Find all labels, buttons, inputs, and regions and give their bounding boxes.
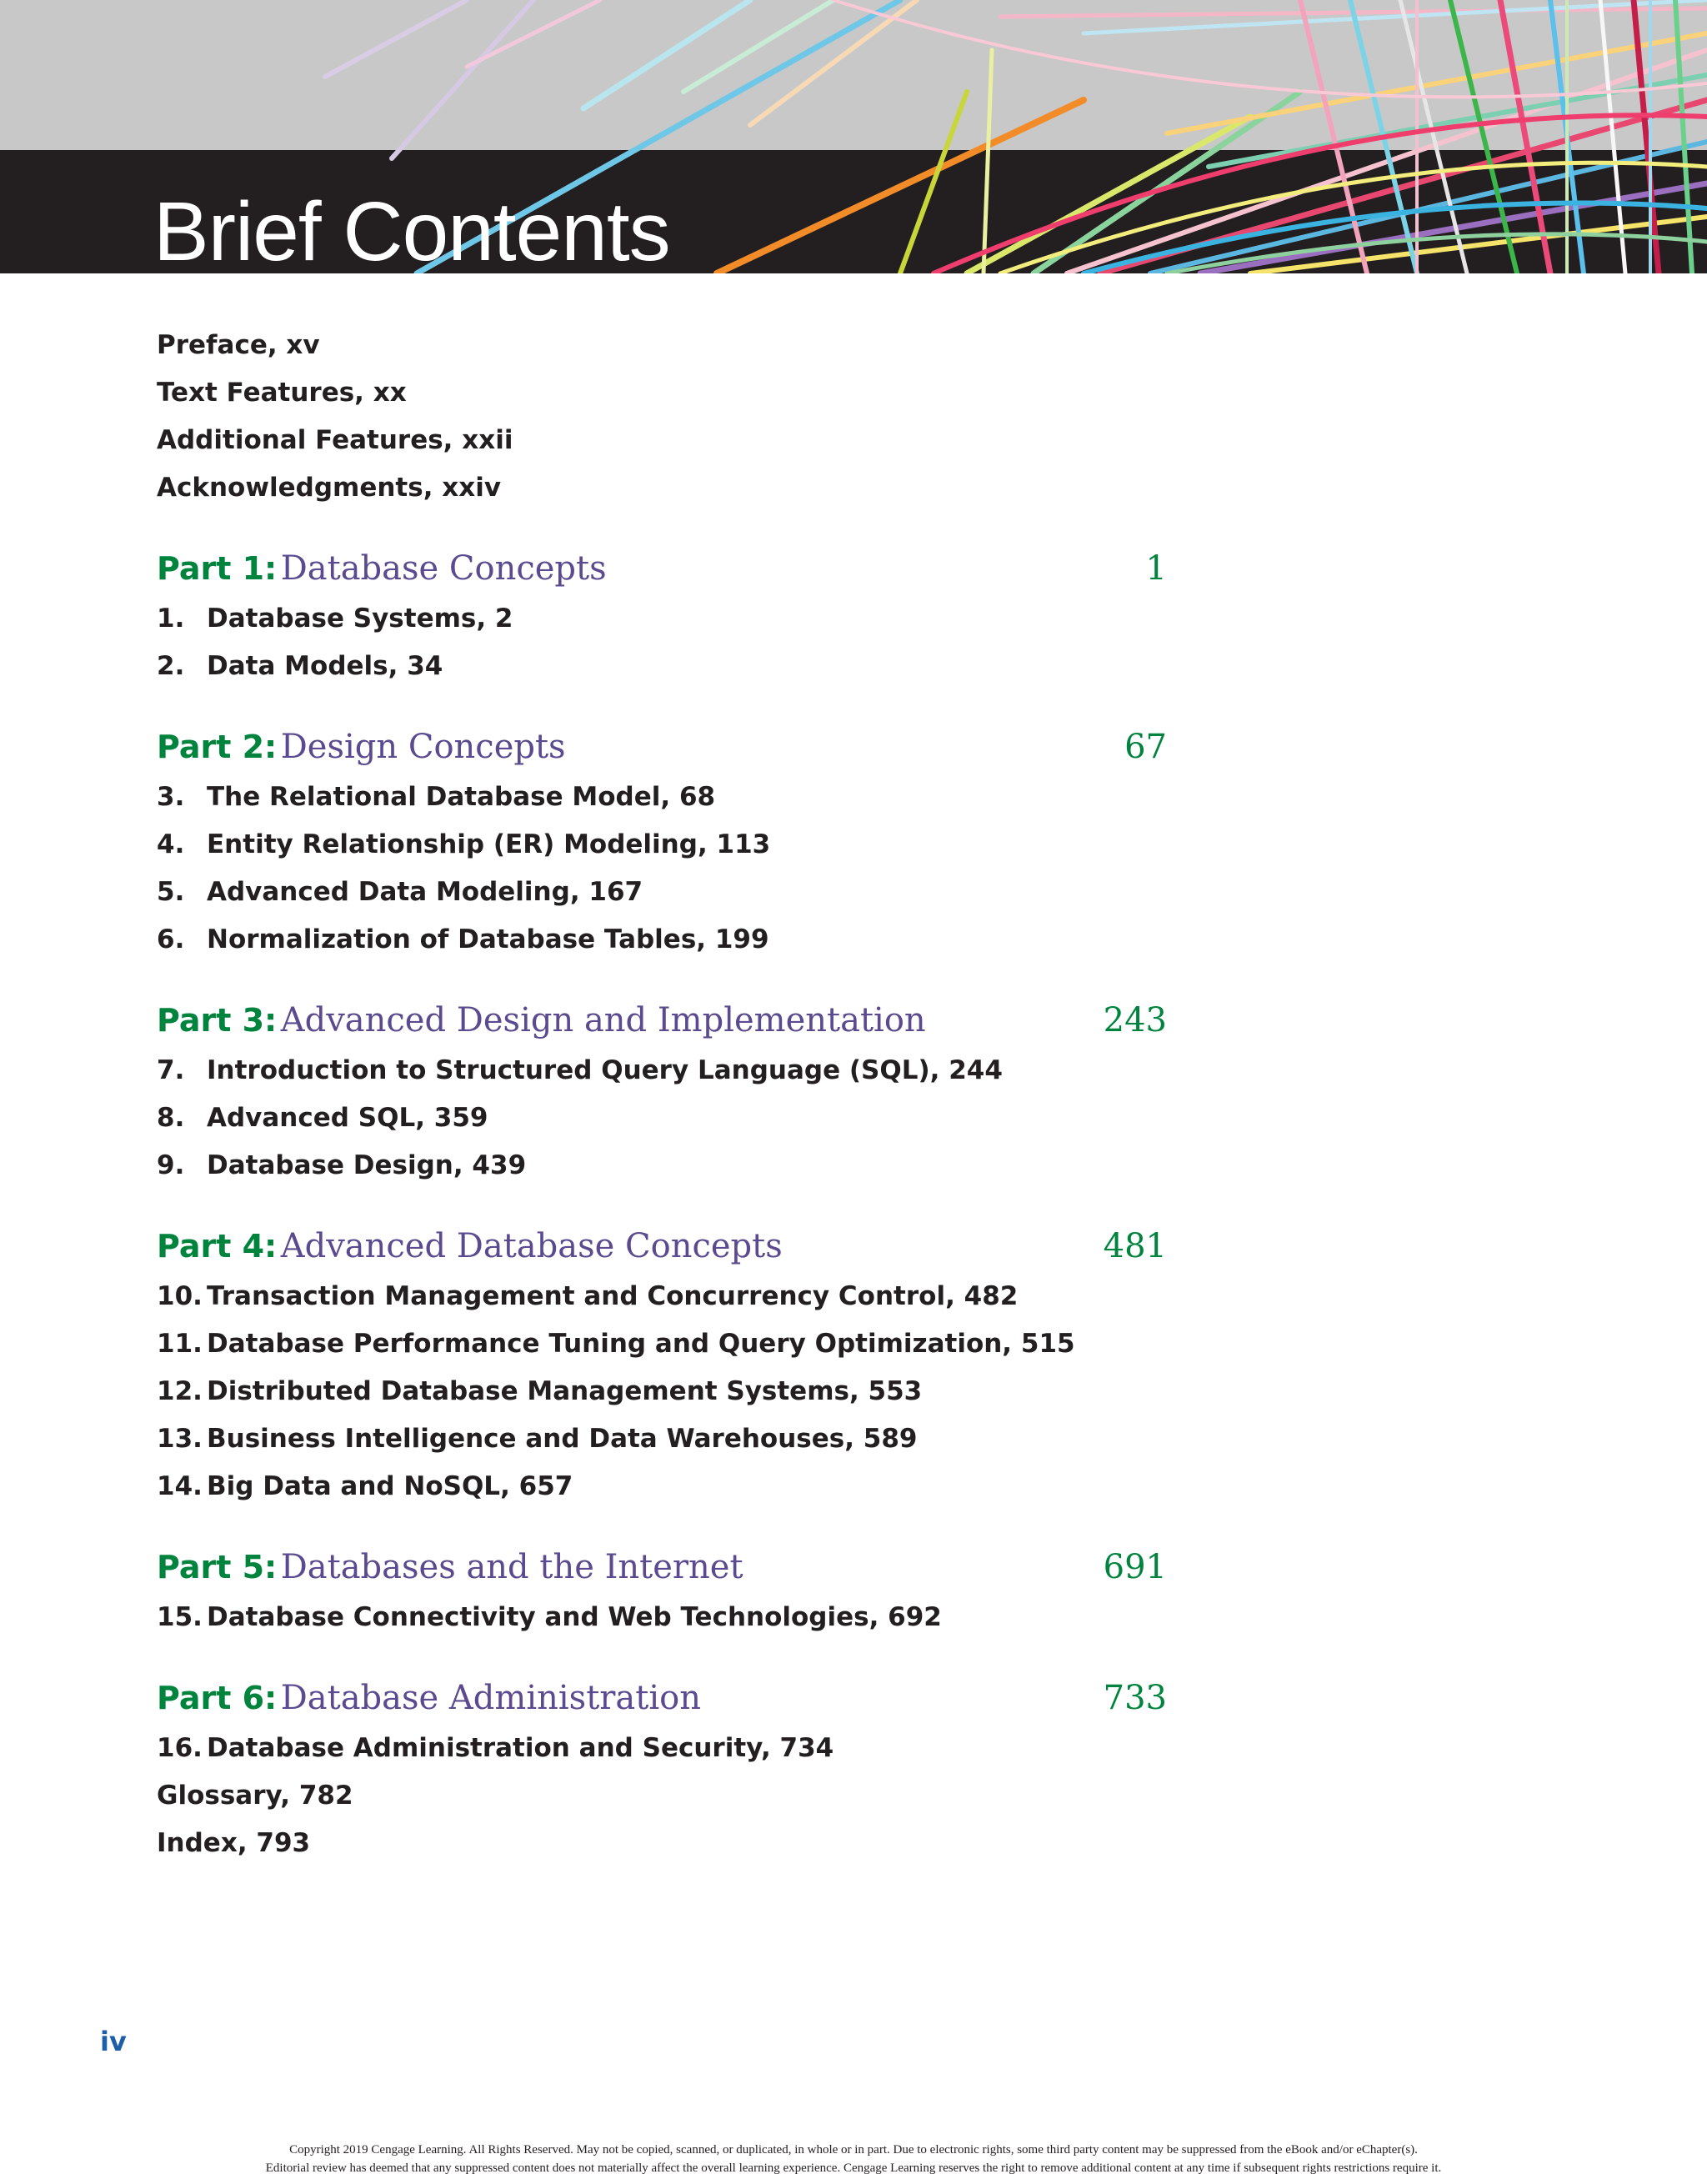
chapter-number: 5. xyxy=(157,877,185,907)
part-page-number: 481 xyxy=(1103,1227,1167,1265)
part-header xyxy=(157,1540,1167,1594)
chapter-item xyxy=(157,1273,1167,1320)
chapter-item xyxy=(157,1047,1167,1095)
chapter-item xyxy=(157,643,1167,690)
front-matter-item: Text Features, xx xyxy=(157,378,407,408)
chapter-title: Big Data and NoSQL, 657 xyxy=(207,1471,573,1501)
chapter-number: 8. xyxy=(157,1103,185,1133)
part-label: Part 2: xyxy=(157,729,278,765)
chapter-title: Advanced Data Modeling, 167 xyxy=(207,877,643,907)
chapter-number: 13. xyxy=(157,1424,203,1454)
copyright-line: Editorial review has deemed that any suppressed content does not materially affect the overall learning experience. Cengage Learning reserves the right to remove additional content at any time if subsequent rights restrictions require it. xyxy=(265,2161,1442,2175)
chapter-number: 11. xyxy=(157,1329,203,1359)
part-page-number: 243 xyxy=(1103,1001,1167,1039)
page-title: Brief Contents xyxy=(153,185,670,273)
copyright-line: Copyright 2019 Cengage Learning. All Rights Reserved. May not be copied, scanned, or duplicated, in whole or in part. Due to electronic rights, some third party content may be suppressed from the eBook and/or eChapter(s). xyxy=(289,2143,1418,2156)
chapter-number: 3. xyxy=(157,782,185,812)
chapter-number: 6. xyxy=(157,924,185,954)
part-page-number: 67 xyxy=(1124,728,1167,766)
chapter-item xyxy=(157,1725,1167,1772)
chapter-title: Database Systems, 2 xyxy=(207,604,513,634)
part-title: Databases and the Internet xyxy=(280,1548,743,1586)
chapter-item xyxy=(157,1320,1167,1368)
part-title: Advanced Database Concepts xyxy=(280,1227,783,1265)
part-header xyxy=(157,1671,1167,1725)
chapter-item xyxy=(157,1463,1167,1510)
chapter-title: Database Connectivity and Web Technologies, 692 xyxy=(207,1602,942,1632)
back-matter-list xyxy=(157,1772,1167,1867)
part-header xyxy=(157,720,1167,774)
part-header xyxy=(157,994,1167,1047)
chapter-title: Advanced SQL, 359 xyxy=(207,1103,488,1133)
chapter-item xyxy=(157,1415,1167,1463)
part-label: Part 4: xyxy=(157,1228,278,1265)
chapter-title: Transaction Management and Concurrency Control, 482 xyxy=(207,1281,1019,1311)
chapter-item xyxy=(157,774,1167,821)
chapter-number: 12. xyxy=(157,1376,203,1406)
chapter-item xyxy=(157,1368,1167,1415)
chapter-item xyxy=(157,1095,1167,1142)
part-title: Database Concepts xyxy=(280,549,607,588)
chapter-item xyxy=(157,595,1167,643)
back-matter-item: Glossary, 782 xyxy=(157,1781,353,1811)
chapter-number: 10. xyxy=(157,1281,203,1311)
chapter-title: Database Performance Tuning and Query Optimization, 515 xyxy=(207,1329,1075,1359)
chapter-title: Database Administration and Security, 734 xyxy=(207,1733,834,1763)
chapter-item xyxy=(157,1594,1167,1641)
back-matter-item: Index, 793 xyxy=(157,1828,311,1858)
part-page-number: 691 xyxy=(1103,1548,1167,1586)
front-matter-list xyxy=(157,322,1167,512)
chapter-number: 16. xyxy=(157,1733,203,1763)
chapter-title: The Relational Database Model, 68 xyxy=(207,782,716,812)
chapter-item xyxy=(157,916,1167,964)
chapter-title: Entity Relationship (ER) Modeling, 113 xyxy=(207,829,771,859)
chapter-number: 4. xyxy=(157,829,185,859)
chapter-title: Distributed Database Management Systems, 553 xyxy=(207,1376,923,1406)
part-page-number: 733 xyxy=(1103,1679,1167,1717)
chapter-number: 14. xyxy=(157,1471,203,1501)
front-matter-item: Additional Features, xxii xyxy=(157,425,513,455)
chapter-title: Database Design, 439 xyxy=(207,1150,527,1180)
chapter-title: Data Models, 34 xyxy=(207,651,443,681)
part-label: Part 5: xyxy=(157,1549,278,1585)
part-title: Database Administration xyxy=(280,1679,701,1717)
chapter-title: Introduction to Structured Query Language (SQL), 244 xyxy=(207,1055,1003,1085)
chapter-number: 1. xyxy=(157,604,185,634)
table-of-contents xyxy=(157,322,1167,1867)
chapter-item xyxy=(157,869,1167,916)
part-label: Part 1: xyxy=(157,550,278,587)
front-matter-item: Acknowledgments, xxiv xyxy=(157,473,502,503)
chapter-title: Normalization of Database Tables, 199 xyxy=(207,924,769,954)
page-folio: iv xyxy=(100,2026,127,2057)
chapter-number: 15. xyxy=(157,1602,203,1632)
part-title: Design Concepts xyxy=(280,728,566,766)
chapter-title: Business Intelligence and Data Warehouses, 589 xyxy=(207,1424,918,1454)
header-banner xyxy=(0,0,1707,273)
chapter-item xyxy=(157,1142,1167,1190)
part-header xyxy=(157,542,1167,595)
chapter-number: 2. xyxy=(157,651,185,681)
part-label: Part 3: xyxy=(157,1002,278,1039)
part-header xyxy=(157,1220,1167,1273)
part-title: Advanced Design and Implementation xyxy=(280,1001,926,1039)
part-label: Part 6: xyxy=(157,1680,278,1716)
front-matter-item: Preface, xv xyxy=(157,330,320,360)
part-page-number: 1 xyxy=(1145,549,1167,588)
chapter-number: 7. xyxy=(157,1055,185,1085)
chapter-number: 9. xyxy=(157,1150,185,1180)
chapter-item xyxy=(157,821,1167,869)
copyright-notice xyxy=(0,2141,1707,2177)
